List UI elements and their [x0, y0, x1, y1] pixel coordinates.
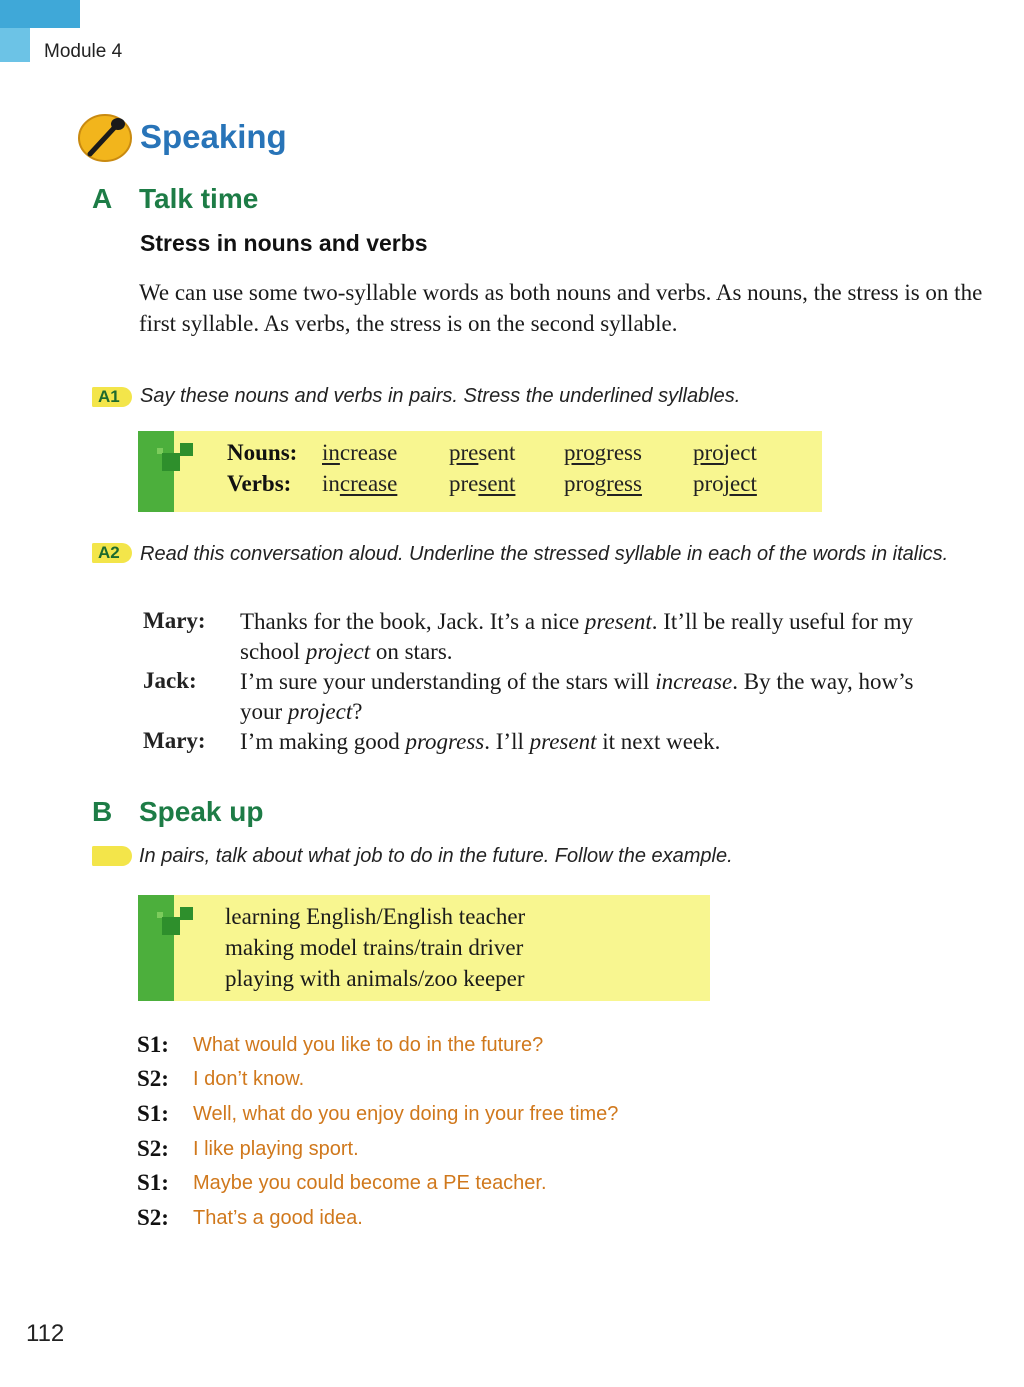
a1-badge: A1: [92, 387, 132, 407]
section-a-subheading: Stress in nouns and verbs: [140, 230, 428, 256]
section-b-letter: B: [92, 796, 113, 827]
example-line: That’s a good idea.: [193, 1207, 363, 1229]
a2-badge: A2: [92, 543, 132, 563]
verb-word: project: [693, 471, 757, 496]
section-b-title: Speak up: [139, 796, 264, 827]
example-speaker: S1:: [137, 1032, 169, 1057]
example-speaker: S1:: [137, 1101, 169, 1126]
box-accent-square: [180, 443, 193, 456]
section-a-intro: We can use some two-syllable words as both nouns and verbs. As nouns, the stress is on the first syllable. As verbs, the stress is on the second syllable.: [139, 280, 983, 336]
verbs-label: Verbs:: [227, 471, 292, 496]
section-a-letter: A: [92, 183, 113, 214]
example-speaker: S2:: [137, 1136, 169, 1161]
example-speaker: S1:: [137, 1170, 169, 1195]
nouns-label: Nouns:: [227, 440, 298, 465]
box-accent-square: [162, 453, 180, 471]
box-accent-square: [162, 917, 180, 935]
idea-item: learning English/English teacher: [225, 904, 526, 929]
speaking-title: Speaking: [140, 118, 287, 155]
idea-item: playing with animals/zoo keeper: [225, 966, 525, 991]
verb-word: increase: [322, 471, 398, 496]
corner-decoration: [0, 0, 80, 28]
verb-word: present: [449, 471, 516, 496]
dialogue-speaker: Mary:: [143, 608, 206, 633]
example-line: What would you like to do in the future?: [193, 1034, 544, 1056]
b-instruction: In pairs, talk about what job to do in the future. Follow the example.: [139, 845, 733, 867]
example-line: I don’t know.: [193, 1068, 305, 1090]
box-accent-bar: [138, 431, 174, 512]
example-line: I like playing sport.: [193, 1138, 359, 1160]
example-line: Maybe you could become a PE teacher.: [193, 1172, 547, 1194]
dialogue-speaker: Mary:: [143, 728, 206, 753]
a2-instruction: Read this conversation aloud. Underline the stressed syllable in each of the words in italics.: [140, 543, 949, 565]
corner-decoration-lower: [0, 28, 30, 62]
box-accent-bar: [138, 895, 174, 1001]
a1-instruction: Say these nouns and verbs in pairs. Stress the underlined syllables.: [140, 385, 741, 407]
noun-word: progress: [564, 440, 642, 465]
example-line: Well, what do you enjoy doing in your free time?: [193, 1103, 619, 1125]
verb-word: progress: [564, 471, 642, 496]
page-number: 112: [26, 1320, 65, 1347]
box-accent-square: [180, 907, 193, 920]
example-speaker: S2:: [137, 1066, 169, 1091]
dialogue-speaker: Jack:: [143, 668, 197, 693]
dialogue-line: I’m sure your understanding of the stars will increase. By the way, how’s your project?: [240, 669, 914, 724]
noun-word: increase: [322, 440, 398, 465]
noun-word: present: [449, 440, 516, 465]
microphone-icon: [78, 112, 134, 162]
dialogue-line: I’m making good progress. I’ll present it next week.: [240, 729, 721, 754]
example-speaker: S2:: [137, 1205, 169, 1230]
dialogue-line: Thanks for the book, Jack. It’s a nice present. It’ll be really useful for my school project on stars.: [240, 609, 913, 664]
idea-item: making model trains/train driver: [225, 935, 524, 960]
noun-word: project: [693, 440, 757, 465]
b-badge: [92, 846, 132, 866]
section-a-title: Talk time: [139, 183, 259, 214]
module-label: Module 4: [44, 41, 123, 62]
